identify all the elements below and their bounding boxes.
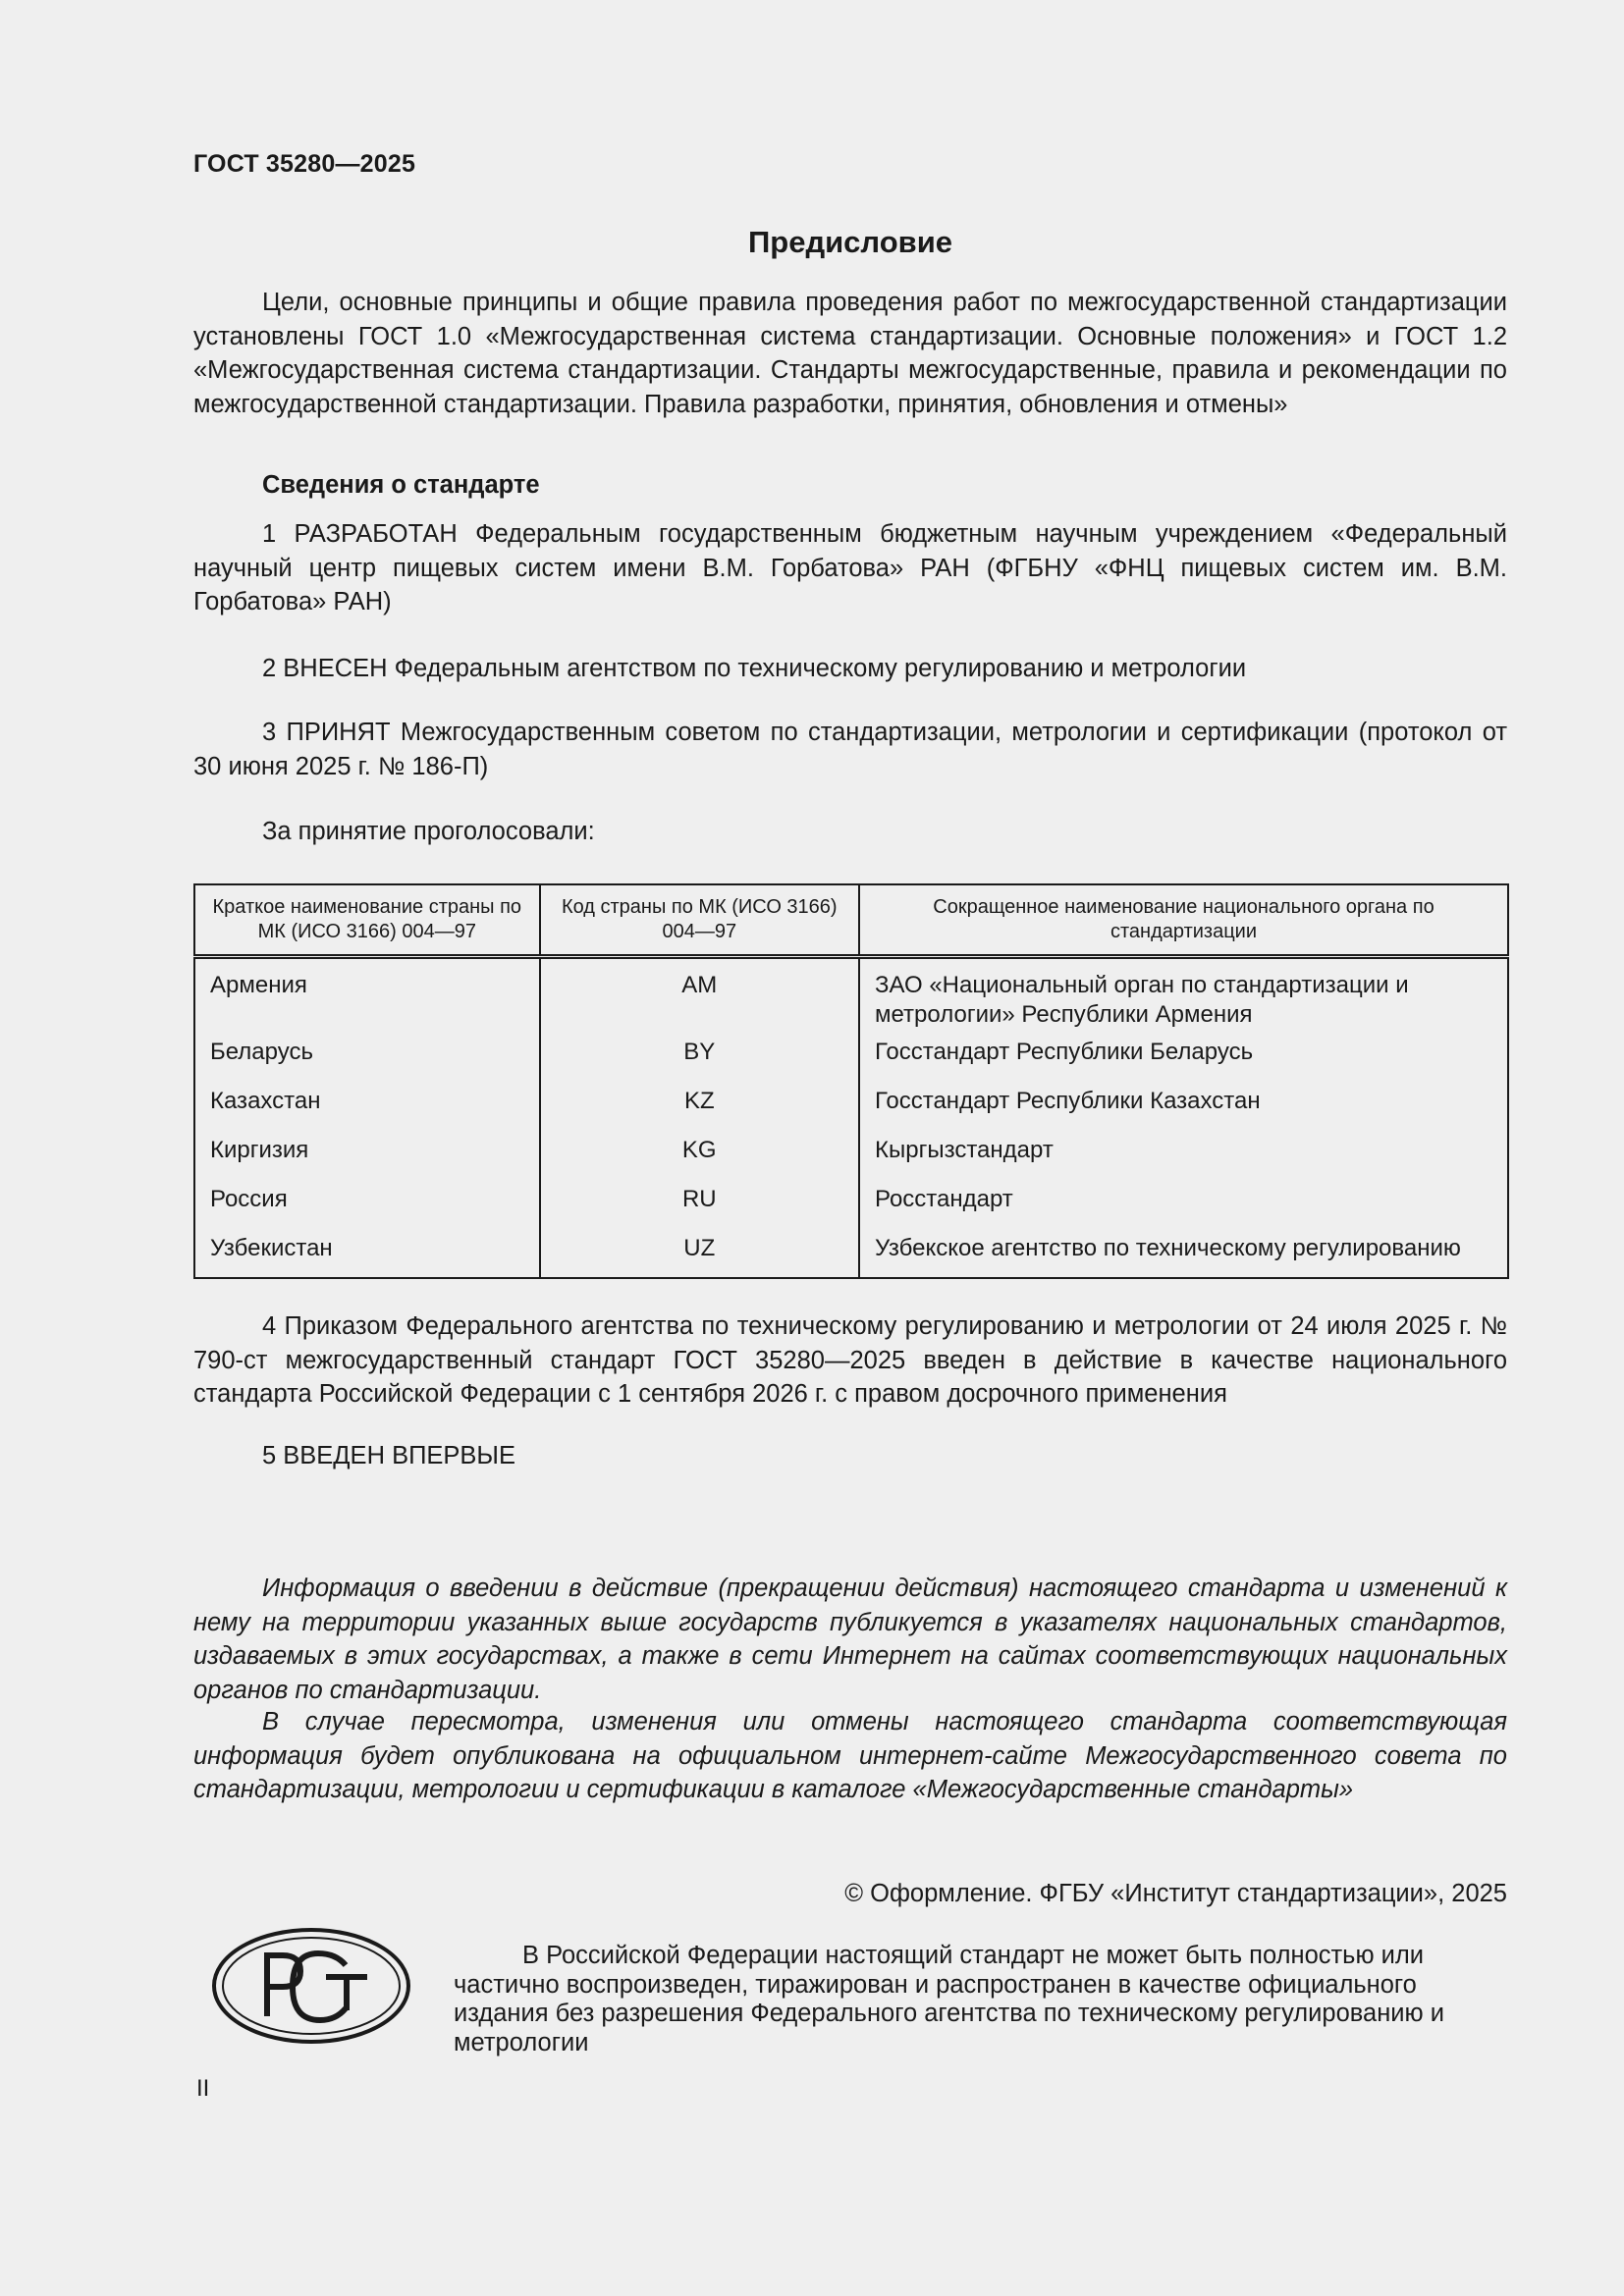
table-row <box>194 1038 1508 1087</box>
header-country: Краткое наименование страны по МК (ИСО 3166) 004—97 <box>194 884 540 957</box>
table-row <box>194 1234 1508 1278</box>
table-row <box>194 1087 1508 1136</box>
org-cell: ЗАО «Национальный орган по стандартизации и метрологии» Республики Армения <box>859 957 1508 1039</box>
code-cell: KZ <box>540 1087 859 1136</box>
notice-publication: Информация о введении в действие (прекращении действия) настоящего стандарта и изменений к нему на территории указанных выше государств публикуется в указателях национальных стандартов, издаваемых в этих государствах, а также в сети Интернет на сайтах соответствующих национальных органов по стандартизации. <box>193 1575 1507 1704</box>
org-cell: Росстандарт <box>859 1185 1508 1234</box>
country-cell: Киргизия <box>194 1136 540 1185</box>
code-cell: KG <box>540 1136 859 1185</box>
voting-table <box>193 883 1509 1279</box>
code-cell: AM <box>540 957 859 1039</box>
table-row <box>194 957 1508 1039</box>
gost-r-logo-icon <box>210 1926 412 2046</box>
country-cell: Беларусь <box>194 1038 540 1087</box>
org-cell: Госстандарт Республики Беларусь <box>859 1038 1508 1087</box>
item-submitted: 2 ВНЕСЕН Федеральным агентством по техническому регулированию и метрологии <box>262 655 1247 682</box>
notice-revision: В случае пересмотра, изменения или отмены настоящего стандарта соответствующая информация будет опубликована на официальном интернет-сайте Межгосударственного совета по стандартизации, метрологии и сертификации в каталоге «Межгосударственные стандарты» <box>193 1708 1507 1803</box>
table-row <box>194 1185 1508 1234</box>
intro-paragraph: Цели, основные принципы и общие правила проведения работ по межгосударственной стандартизации установлены ГОСТ 1.0 «Межгосударственная система стандартизации. Основные положения» и ГОСТ 1.2 «Межгосударственная система стандартизации. Стандарты межгосударственные, правила и рекомендации по межгосударственной стандартизации. Правила разработки, принятия, обновления и отмены» <box>193 289 1507 418</box>
org-cell: Госстандарт Республики Казахстан <box>859 1087 1508 1136</box>
code-cell: RU <box>540 1185 859 1234</box>
item-enacted: 4 Приказом Федерального агентства по техническому регулированию и метрологии от 24 июля 2025 г. № 790-ст межгосударственный стандарт ГОСТ 35280—2025 введен в действие в качестве национального стандарта Российской Федерации с 1 сентября 2026 г. с правом досрочного применения <box>193 1312 1507 1408</box>
country-cell: Армения <box>194 957 540 1039</box>
page-title: Предисловие <box>747 225 952 259</box>
voted-label: За принятие проголосовали: <box>262 818 595 845</box>
code-cell: UZ <box>540 1234 859 1278</box>
code-cell: BY <box>540 1038 859 1087</box>
item-adopted: 3 ПРИНЯТ Межгосударственным советом по стандартизации, метрологии и сертификации (протокол от 30 июня 2025 г. № 186-П) <box>193 719 1507 780</box>
rights-notice: В Российской Федерации настоящий стандарт не может быть полностью или частично воспроизведен, тиражирован и распространен в качестве официального издания без разрешения Федерального агентства по техническому регулированию и метрологии <box>454 1942 1444 2056</box>
country-cell: Россия <box>194 1185 540 1234</box>
info-heading: Сведения о стандарте <box>262 471 540 499</box>
copyright-line: © Оформление. ФГБУ «Институт стандартизации», 2025 <box>844 1880 1507 1907</box>
item-developed: 1 РАЗРАБОТАН Федеральным государственным бюджетным научным учреждением «Федеральный научный центр пищевых систем имени В.М. Горбатова» РАН (ФГБНУ «ФНЦ пищевых систем им. В.М. Горбатова» РАН) <box>193 520 1507 615</box>
table-header-row <box>194 884 1508 957</box>
header-org: Сокращенное наименование национального органа по стандартизации <box>859 884 1508 957</box>
item-first-introduced: 5 ВВЕДЕН ВПЕРВЫЕ <box>262 1442 516 1469</box>
document-code: ГОСТ 35280—2025 <box>193 150 416 178</box>
page-number: II <box>196 2075 210 2102</box>
org-cell: Узбекское агентство по техническому регулированию <box>859 1234 1508 1278</box>
header-code: Код страны по МК (ИСО 3166) 004—97 <box>540 884 859 957</box>
country-cell: Узбекистан <box>194 1234 540 1278</box>
org-cell: Кыргызстандарт <box>859 1136 1508 1185</box>
table-row <box>194 1136 1508 1185</box>
country-cell: Казахстан <box>194 1087 540 1136</box>
